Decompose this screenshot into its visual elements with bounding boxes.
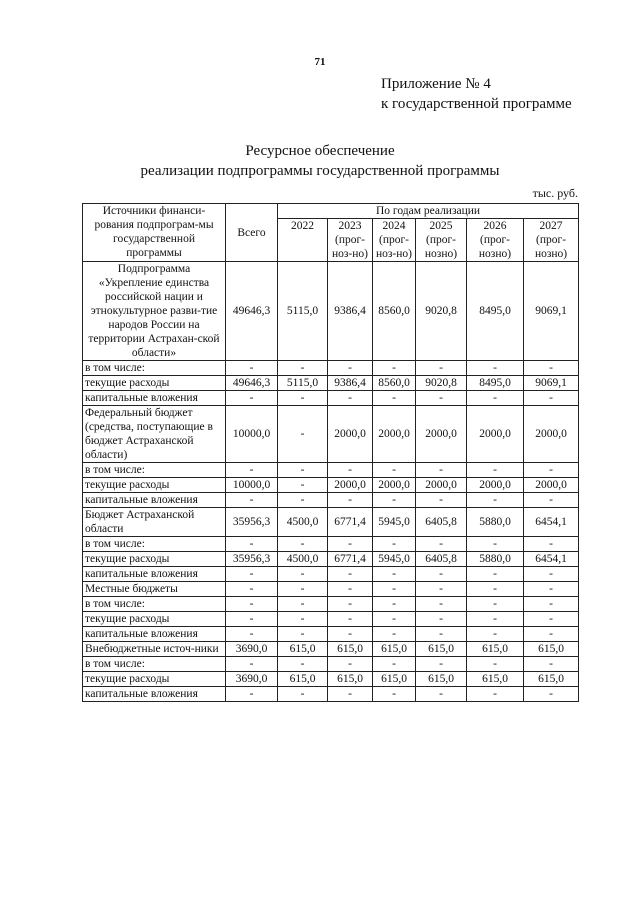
cell-year-value: 8560,0 [373, 262, 416, 361]
cell-year-value: 4500,0 [278, 508, 328, 537]
row-label: Подпрограмма «Укрепление единства российской нации и этнокультурное разви-тие народов России на территории Астрахан-ской области» [83, 262, 226, 361]
cell-year-value: - [278, 391, 328, 406]
cell-year-value: 9069,1 [524, 262, 579, 361]
cell-year-value: 6771,4 [328, 508, 373, 537]
cell-year-value: 615,0 [373, 642, 416, 657]
cell-year-value: - [278, 463, 328, 478]
row-label: текущие расходы [83, 672, 226, 687]
cell-year-value: - [416, 657, 467, 672]
cell-year-value: - [278, 537, 328, 552]
cell-year-value: - [416, 582, 467, 597]
title-line-1: Ресурсное обеспечение [245, 143, 395, 159]
cell-year-value: 9386,4 [328, 376, 373, 391]
cell-year-value: 6454,1 [524, 552, 579, 567]
cell-year-value: - [416, 361, 467, 376]
cell-year-value: - [524, 567, 579, 582]
header-year: 2023 (прог-ноз-но) [328, 219, 373, 262]
cell-year-value: - [416, 493, 467, 508]
row-label: капитальные вложения [83, 391, 226, 406]
cell-year-value: - [524, 627, 579, 642]
cell-year-value: 2000,0 [467, 406, 524, 463]
cell-year-value: - [467, 493, 524, 508]
cell-year-value: 615,0 [467, 642, 524, 657]
table-row [83, 463, 579, 478]
row-label: Бюджет Астраханской области [83, 508, 226, 537]
cell-year-value: - [373, 612, 416, 627]
cell-year-value: - [328, 627, 373, 642]
table-row [83, 537, 579, 552]
title-line-2: реализации подпрограммы государственной программы [140, 163, 500, 179]
cell-year-value: - [278, 657, 328, 672]
cell-year-value: 5945,0 [373, 508, 416, 537]
table-row [83, 597, 579, 612]
cell-year-value: 615,0 [416, 672, 467, 687]
header-year: 2024 (прог-ноз-но) [373, 219, 416, 262]
row-label: Внебюджетные источ-ники [83, 642, 226, 657]
cell-year-value: 9020,8 [416, 262, 467, 361]
cell-year-value: - [278, 567, 328, 582]
cell-total: 10000,0 [226, 406, 278, 463]
cell-year-value: - [467, 657, 524, 672]
table-row [83, 642, 579, 657]
cell-year-value: 615,0 [328, 642, 373, 657]
cell-year-value: 615,0 [328, 672, 373, 687]
table-row [83, 672, 579, 687]
table-row [83, 361, 579, 376]
cell-year-value: - [467, 687, 524, 702]
cell-year-value: 6454,1 [524, 508, 579, 537]
cell-year-value: 2000,0 [373, 406, 416, 463]
cell-year-value: 2000,0 [524, 406, 579, 463]
table-row [83, 508, 579, 537]
cell-year-value: 9020,8 [416, 376, 467, 391]
cell-total: 35956,3 [226, 508, 278, 537]
cell-year-value: 615,0 [278, 672, 328, 687]
cell-year-value: - [373, 493, 416, 508]
cell-total: - [226, 493, 278, 508]
cell-year-value: 615,0 [416, 642, 467, 657]
cell-year-value: - [416, 537, 467, 552]
cell-year-value: - [416, 687, 467, 702]
cell-total: 35956,3 [226, 552, 278, 567]
table-row [83, 552, 579, 567]
cell-year-value: - [524, 391, 579, 406]
cell-year-value: - [524, 463, 579, 478]
cell-year-value: - [373, 582, 416, 597]
cell-year-value: - [278, 406, 328, 463]
row-label: Федеральный бюджет (средства, поступающие в бюджет Астраханской области) [83, 406, 226, 463]
cell-year-value: - [328, 391, 373, 406]
cell-year-value: - [416, 597, 467, 612]
cell-year-value: - [467, 361, 524, 376]
header-source: Источники финанси-рования подпрограм-мы государственной программы [83, 204, 226, 262]
cell-year-value: 6405,8 [416, 552, 467, 567]
cell-year-value: - [416, 567, 467, 582]
cell-total: - [226, 627, 278, 642]
cell-year-value: - [278, 478, 328, 493]
page-number: 71 [314, 56, 326, 68]
cell-year-value: 9386,4 [328, 262, 373, 361]
cell-year-value: - [467, 612, 524, 627]
cell-year-value: - [373, 627, 416, 642]
cell-year-value: - [416, 627, 467, 642]
table-row [83, 567, 579, 582]
cell-year-value: 5115,0 [278, 376, 328, 391]
cell-year-value: - [524, 657, 579, 672]
cell-year-value: - [524, 537, 579, 552]
cell-total: 49646,3 [226, 262, 278, 361]
cell-year-value: 5945,0 [373, 552, 416, 567]
cell-year-value: 2000,0 [467, 478, 524, 493]
header-by-years: По годам реализации [278, 204, 579, 219]
cell-year-value: - [373, 463, 416, 478]
cell-year-value: - [467, 582, 524, 597]
cell-total: - [226, 597, 278, 612]
row-label: капитальные вложения [83, 493, 226, 508]
row-label: в том числе: [83, 597, 226, 612]
header-year: 2022 [278, 219, 328, 262]
table-row [83, 627, 579, 642]
cell-year-value: 5880,0 [467, 552, 524, 567]
cell-year-value: - [328, 657, 373, 672]
cell-year-value: - [328, 493, 373, 508]
cell-year-value: - [278, 627, 328, 642]
cell-total: - [226, 612, 278, 627]
table-row [83, 262, 579, 361]
cell-year-value: 2000,0 [416, 478, 467, 493]
cell-total: - [226, 361, 278, 376]
cell-year-value: - [524, 612, 579, 627]
cell-year-value: - [373, 537, 416, 552]
row-label: в том числе: [83, 361, 226, 376]
header-year: 2026 (прог-нозно) [467, 219, 524, 262]
cell-year-value: - [278, 687, 328, 702]
header-total: Всего [226, 204, 278, 262]
table-row [83, 657, 579, 672]
cell-total: 49646,3 [226, 376, 278, 391]
appendix-line-2: к государственной программе [381, 96, 572, 112]
cell-year-value: - [524, 582, 579, 597]
cell-total: - [226, 567, 278, 582]
table-row [83, 687, 579, 702]
appendix-line-1: Приложение № 4 [381, 76, 491, 92]
cell-year-value: - [467, 391, 524, 406]
cell-year-value: - [278, 582, 328, 597]
cell-year-value: 8495,0 [467, 262, 524, 361]
cell-year-value: - [524, 361, 579, 376]
cell-total: 3690,0 [226, 672, 278, 687]
cell-year-value: 6405,8 [416, 508, 467, 537]
cell-year-value: 5880,0 [467, 508, 524, 537]
appendix-heading [381, 74, 572, 114]
cell-year-value: - [328, 582, 373, 597]
cell-year-value: 5115,0 [278, 262, 328, 361]
row-label: капитальные вложения [83, 687, 226, 702]
header-year: 2027 (прог-нозно) [524, 219, 579, 262]
cell-year-value: - [467, 537, 524, 552]
row-label: в том числе: [83, 657, 226, 672]
cell-total: - [226, 537, 278, 552]
cell-year-value: - [328, 567, 373, 582]
cell-year-value: - [524, 687, 579, 702]
cell-year-value: - [373, 567, 416, 582]
row-label: текущие расходы [83, 552, 226, 567]
cell-year-value: - [278, 361, 328, 376]
cell-year-value: 615,0 [278, 642, 328, 657]
row-label: текущие расходы [83, 376, 226, 391]
row-label: текущие расходы [83, 478, 226, 493]
row-label: Местные бюджеты [83, 582, 226, 597]
cell-total: - [226, 463, 278, 478]
cell-year-value: - [328, 361, 373, 376]
cell-year-value: 615,0 [373, 672, 416, 687]
unit-label: тыс. руб. [532, 186, 578, 200]
header-row [83, 204, 579, 219]
cell-year-value: 9069,1 [524, 376, 579, 391]
table-row [83, 612, 579, 627]
cell-year-value: 2000,0 [373, 478, 416, 493]
cell-year-value: 2000,0 [328, 478, 373, 493]
cell-year-value: - [373, 361, 416, 376]
cell-year-value: - [373, 657, 416, 672]
document-title [0, 141, 640, 181]
table-row [83, 478, 579, 493]
cell-year-value: 2000,0 [416, 406, 467, 463]
cell-year-value: 8560,0 [373, 376, 416, 391]
cell-year-value: - [524, 597, 579, 612]
row-label: текущие расходы [83, 612, 226, 627]
cell-total: - [226, 582, 278, 597]
row-label: в том числе: [83, 537, 226, 552]
cell-year-value: 8495,0 [467, 376, 524, 391]
cell-year-value: - [467, 567, 524, 582]
cell-year-value: - [467, 463, 524, 478]
cell-total: - [226, 391, 278, 406]
cell-year-value: 2000,0 [524, 478, 579, 493]
cell-year-value: - [328, 597, 373, 612]
header-year: 2025 (прог-нозно) [416, 219, 467, 262]
cell-year-value: - [328, 537, 373, 552]
cell-year-value: - [416, 463, 467, 478]
cell-year-value: - [467, 597, 524, 612]
cell-total: 3690,0 [226, 642, 278, 657]
cell-year-value: - [278, 597, 328, 612]
cell-year-value: - [328, 687, 373, 702]
cell-year-value: - [278, 612, 328, 627]
cell-year-value: - [416, 612, 467, 627]
cell-year-value: - [373, 687, 416, 702]
cell-year-value: - [524, 493, 579, 508]
cell-year-value: 615,0 [467, 672, 524, 687]
table-row [83, 391, 579, 406]
table-row [83, 376, 579, 391]
cell-year-value: 2000,0 [328, 406, 373, 463]
cell-total: - [226, 657, 278, 672]
resource-table [82, 203, 579, 702]
table-row [83, 406, 579, 463]
cell-year-value: 4500,0 [278, 552, 328, 567]
cell-total: 10000,0 [226, 478, 278, 493]
cell-year-value: - [373, 391, 416, 406]
row-label: в том числе: [83, 463, 226, 478]
cell-year-value: - [467, 627, 524, 642]
cell-year-value: 615,0 [524, 642, 579, 657]
table-row [83, 493, 579, 508]
cell-year-value: - [373, 597, 416, 612]
row-label: капитальные вложения [83, 627, 226, 642]
cell-year-value: - [416, 391, 467, 406]
row-label: капитальные вложения [83, 567, 226, 582]
cell-year-value: - [328, 612, 373, 627]
cell-total: - [226, 687, 278, 702]
cell-year-value: - [278, 493, 328, 508]
table-row [83, 582, 579, 597]
cell-year-value: 6771,4 [328, 552, 373, 567]
cell-year-value: 615,0 [524, 672, 579, 687]
cell-year-value: - [328, 463, 373, 478]
